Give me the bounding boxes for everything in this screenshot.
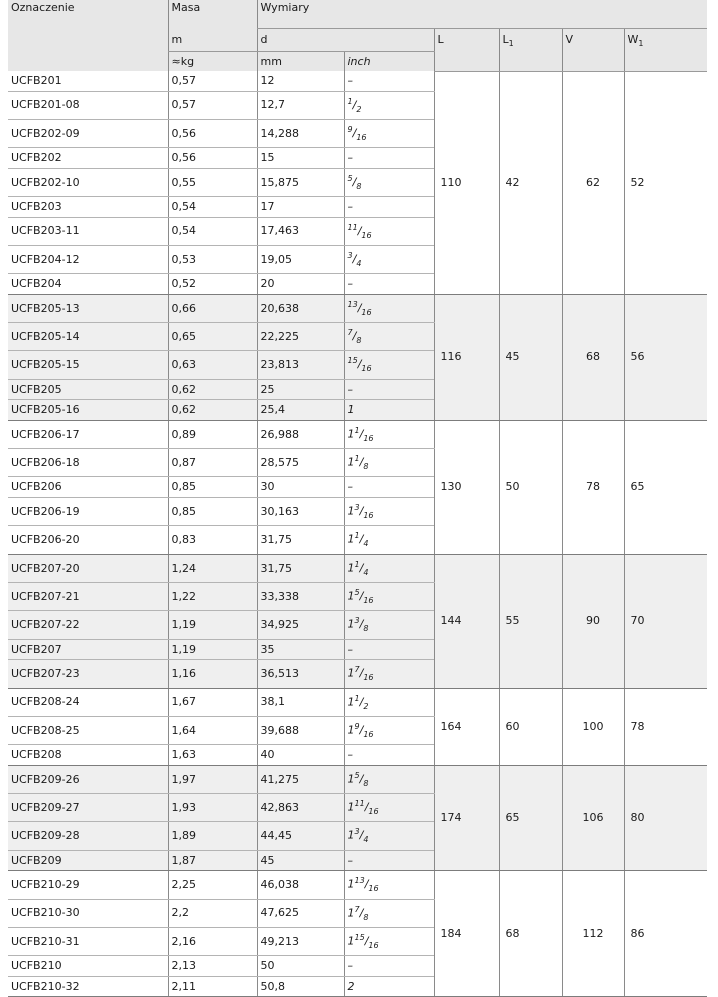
inch-value: – bbox=[347, 200, 353, 214]
inch-whole: 1 bbox=[347, 427, 355, 441]
inch-whole: 1 bbox=[347, 829, 355, 843]
dim-W1-cell: 80 bbox=[624, 765, 707, 871]
designation-cell: UCFB210 bbox=[8, 956, 168, 977]
inch-denominator: 16 bbox=[361, 307, 372, 317]
d-mm-cell: 30 bbox=[257, 477, 344, 498]
header-W1: $W_1$ bbox=[624, 29, 707, 72]
d-mm-cell: 25,4 bbox=[257, 400, 344, 421]
dim-L1-cell: 42 bbox=[499, 71, 562, 294]
inch-whole: 1 bbox=[347, 723, 355, 737]
d-inch-cell bbox=[344, 477, 434, 498]
inch-denominator: 4 bbox=[363, 835, 369, 845]
inch-value: – bbox=[347, 151, 353, 165]
d-inch-cell: $1^1/_4$ bbox=[344, 554, 434, 582]
inch-numerator: 3 bbox=[354, 827, 360, 837]
mass-cell: 0,57 bbox=[168, 71, 257, 91]
inch-numerator: 9 bbox=[347, 124, 353, 134]
mass-cell: 0,89 bbox=[168, 420, 257, 448]
mass-cell: 2,25 bbox=[168, 871, 257, 899]
mass-cell: 0,62 bbox=[168, 400, 257, 421]
inch-denominator: 16 bbox=[363, 729, 374, 739]
mass-cell: 0,52 bbox=[168, 274, 257, 295]
dim-L1-cell: 50 bbox=[499, 420, 562, 554]
designation-cell: UCFB206 bbox=[8, 477, 168, 498]
inch-whole: 1 bbox=[347, 617, 355, 631]
d-inch-cell: $1^1/_{16}$ bbox=[344, 420, 434, 448]
mass-cell: 0,85 bbox=[168, 477, 257, 498]
inch-whole: 1 bbox=[347, 800, 355, 814]
dim-L-cell: 116 bbox=[434, 294, 499, 420]
dim-W1-cell: 86 bbox=[624, 871, 707, 997]
d-inch-cell: $1^1/_4$ bbox=[344, 526, 434, 554]
inch-value: – bbox=[347, 74, 353, 87]
designation-cell: UCFB206-19 bbox=[8, 497, 168, 525]
inch-denominator: 16 bbox=[368, 806, 379, 816]
inch-numerator: 3 bbox=[354, 502, 360, 512]
inch-numerator: 1 bbox=[354, 531, 360, 541]
d-inch-cell: $^5/_8$ bbox=[344, 168, 434, 196]
inch-denominator: 16 bbox=[363, 673, 374, 682]
designation-cell: UCFB202-09 bbox=[8, 119, 168, 147]
inch-whole: 1 bbox=[347, 666, 355, 680]
designation-cell: UCFB205-15 bbox=[8, 351, 168, 379]
header-blank-2 bbox=[8, 52, 168, 72]
mass-cell: 1,24 bbox=[168, 554, 257, 582]
dim-W1-cell: 78 bbox=[624, 688, 707, 765]
inch-denominator: 16 bbox=[363, 433, 374, 443]
header-d-inch: inch bbox=[344, 52, 434, 72]
inch-denominator: 4 bbox=[363, 539, 369, 549]
d-inch-cell: $1^9/_{16}$ bbox=[344, 716, 434, 744]
inch-denominator: 8 bbox=[356, 181, 362, 191]
mass-cell: 0,63 bbox=[168, 351, 257, 379]
inch-denominator: 16 bbox=[363, 595, 374, 605]
dim-L-cell: 144 bbox=[434, 554, 499, 688]
designation-cell: UCFB207-23 bbox=[8, 660, 168, 688]
designation-cell: UCFB209-27 bbox=[8, 794, 168, 822]
d-inch-cell bbox=[344, 745, 434, 766]
inch-whole: 1 bbox=[347, 455, 355, 469]
mass-cell: 0,55 bbox=[168, 168, 257, 196]
inch-value: – bbox=[347, 959, 353, 973]
d-inch-cell: $1^{11}/_{16}$ bbox=[344, 794, 434, 822]
dim-W1-cell: 70 bbox=[624, 554, 707, 688]
d-inch-cell bbox=[344, 274, 434, 295]
d-mm-cell: 23,813 bbox=[257, 351, 344, 379]
dim-L1-cell: 55 bbox=[499, 554, 562, 688]
d-inch-cell: $^9/_{16}$ bbox=[344, 119, 434, 147]
mass-cell: 0,54 bbox=[168, 197, 257, 218]
d-mm-cell: 40 bbox=[257, 745, 344, 766]
mass-cell: 1,67 bbox=[168, 688, 257, 716]
d-mm-cell: 20,638 bbox=[257, 294, 344, 322]
inch-numerator: 13 bbox=[354, 876, 365, 886]
d-mm-cell: 50 bbox=[257, 956, 344, 977]
bearing-spec-table bbox=[8, 0, 707, 997]
inch-numerator: 1 bbox=[354, 559, 360, 569]
inch-numerator: 11 bbox=[354, 799, 365, 809]
d-inch-cell: $^1/_2$ bbox=[344, 91, 434, 119]
inch-numerator: 5 bbox=[354, 770, 360, 780]
inch-denominator: 8 bbox=[363, 461, 369, 471]
header-L1: $L_1$ bbox=[499, 29, 562, 72]
d-inch-cell: $^7/_8$ bbox=[344, 323, 434, 351]
designation-cell: UCFB206-18 bbox=[8, 449, 168, 477]
designation-cell: UCFB209-28 bbox=[8, 822, 168, 850]
designation-cell: UCFB209-26 bbox=[8, 765, 168, 793]
mass-cell: 1,19 bbox=[168, 639, 257, 660]
table-row bbox=[8, 688, 707, 716]
header-dimensions: Wymiary bbox=[257, 0, 707, 29]
mass-cell: 1,16 bbox=[168, 660, 257, 688]
header-V: V bbox=[562, 29, 624, 72]
mass-cell: 0,83 bbox=[168, 526, 257, 554]
inch-whole: 1 bbox=[347, 561, 355, 575]
header-mass-unit: ≈kg bbox=[168, 52, 257, 72]
d-inch-cell: $1^3/_8$ bbox=[344, 611, 434, 639]
d-inch-cell: $1^7/_8$ bbox=[344, 899, 434, 927]
d-inch-cell bbox=[344, 850, 434, 871]
dim-V-cell: 62 bbox=[562, 71, 624, 294]
designation-cell: UCFB203 bbox=[8, 197, 168, 218]
inch-denominator: 16 bbox=[361, 230, 372, 240]
designation-cell: UCFB210-29 bbox=[8, 871, 168, 899]
inch-value: 2 bbox=[347, 979, 355, 993]
inch-value: – bbox=[347, 853, 353, 867]
inch-value: – bbox=[347, 642, 353, 656]
d-mm-cell: 30,163 bbox=[257, 497, 344, 525]
d-inch-cell bbox=[344, 400, 434, 421]
mass-cell: 0,66 bbox=[168, 294, 257, 322]
dim-L1-cell: 65 bbox=[499, 765, 562, 871]
d-inch-cell bbox=[344, 197, 434, 218]
mass-cell: 0,57 bbox=[168, 91, 257, 119]
d-inch-cell: $1^3/_{16}$ bbox=[344, 497, 434, 525]
designation-cell: UCFB210-32 bbox=[8, 976, 168, 997]
inch-numerator: 7 bbox=[354, 665, 360, 675]
mass-cell: 0,62 bbox=[168, 379, 257, 400]
table-row bbox=[8, 871, 707, 899]
d-inch-cell: $^{13}/_{16}$ bbox=[344, 294, 434, 322]
table-header bbox=[8, 0, 707, 71]
inch-whole: 1 bbox=[347, 934, 355, 948]
inch-numerator: 5 bbox=[354, 587, 360, 597]
dim-V-cell: 112 bbox=[562, 871, 624, 997]
table-row bbox=[8, 765, 707, 793]
header-designation: Oznaczenie bbox=[8, 0, 168, 29]
inch-numerator: 7 bbox=[354, 904, 360, 914]
inch-numerator: 1 bbox=[354, 425, 360, 435]
d-mm-cell: 46,038 bbox=[257, 871, 344, 899]
d-inch-cell: $1^3/_4$ bbox=[344, 822, 434, 850]
designation-cell: UCFB203-11 bbox=[8, 217, 168, 245]
d-inch-cell bbox=[344, 148, 434, 169]
inch-numerator: 3 bbox=[354, 616, 360, 626]
mass-cell: 1,64 bbox=[168, 716, 257, 744]
designation-cell: UCFB208 bbox=[8, 745, 168, 766]
mass-cell: 1,22 bbox=[168, 582, 257, 610]
inch-numerator: 9 bbox=[354, 721, 360, 731]
dim-V-cell: 106 bbox=[562, 765, 624, 871]
mass-cell: 1,93 bbox=[168, 794, 257, 822]
d-inch-cell bbox=[344, 639, 434, 660]
designation-cell: UCFB206-17 bbox=[8, 420, 168, 448]
d-mm-cell: 41,275 bbox=[257, 765, 344, 793]
dim-V-cell: 100 bbox=[562, 688, 624, 765]
d-inch-cell: $1^1/_2$ bbox=[344, 688, 434, 716]
dim-W1-cell: 56 bbox=[624, 294, 707, 420]
designation-cell: UCFB207-21 bbox=[8, 582, 168, 610]
header-d-mm: mm bbox=[257, 52, 344, 72]
inch-denominator: 2 bbox=[356, 104, 362, 114]
inch-numerator: 3 bbox=[347, 250, 353, 260]
d-mm-cell: 44,45 bbox=[257, 822, 344, 850]
designation-cell: UCFB201 bbox=[8, 71, 168, 91]
inch-whole: 1 bbox=[347, 906, 355, 920]
designation-cell: UCFB207 bbox=[8, 639, 168, 660]
inch-numerator: 1 bbox=[354, 454, 360, 464]
designation-cell: UCFB209 bbox=[8, 850, 168, 871]
d-mm-cell: 12 bbox=[257, 71, 344, 91]
mass-cell: 0,65 bbox=[168, 323, 257, 351]
inch-whole: 1 bbox=[347, 589, 355, 603]
d-mm-cell: 50,8 bbox=[257, 976, 344, 997]
inch-denominator: 8 bbox=[363, 912, 369, 922]
mass-cell: 0,53 bbox=[168, 245, 257, 273]
d-mm-cell: 17,463 bbox=[257, 217, 344, 245]
d-mm-cell: 22,225 bbox=[257, 323, 344, 351]
header-d-symbol: d bbox=[257, 29, 434, 52]
inch-whole: 1 bbox=[347, 772, 355, 786]
mass-cell: 2,13 bbox=[168, 956, 257, 977]
inch-value: – bbox=[347, 277, 353, 291]
designation-cell: UCFB204-12 bbox=[8, 245, 168, 273]
inch-denominator: 8 bbox=[363, 778, 369, 788]
mass-cell: 1,87 bbox=[168, 850, 257, 871]
mass-cell: 0,56 bbox=[168, 119, 257, 147]
mass-cell: 1,89 bbox=[168, 822, 257, 850]
designation-cell: UCFB204 bbox=[8, 274, 168, 295]
dim-W1-cell: 65 bbox=[624, 420, 707, 554]
dim-W1-cell: 52 bbox=[624, 71, 707, 294]
dim-L1-cell: 60 bbox=[499, 688, 562, 765]
d-inch-cell: $1^5/_{16}$ bbox=[344, 582, 434, 610]
inch-value: – bbox=[347, 382, 353, 396]
mass-cell: 0,54 bbox=[168, 217, 257, 245]
inch-denominator: 16 bbox=[363, 510, 374, 520]
designation-cell: UCFB206-20 bbox=[8, 526, 168, 554]
inch-numerator: 5 bbox=[347, 173, 353, 183]
header-mass-symbol: m bbox=[168, 29, 257, 52]
mass-cell: 2,2 bbox=[168, 899, 257, 927]
d-mm-cell: 26,988 bbox=[257, 420, 344, 448]
d-inch-cell bbox=[344, 379, 434, 400]
dim-V-cell: 68 bbox=[562, 294, 624, 420]
inch-denominator: 2 bbox=[363, 701, 369, 711]
inch-value: – bbox=[347, 480, 353, 494]
d-mm-cell: 34,925 bbox=[257, 611, 344, 639]
d-inch-cell: $^{15}/_{16}$ bbox=[344, 351, 434, 379]
designation-cell: UCFB207-22 bbox=[8, 611, 168, 639]
table-row bbox=[8, 71, 707, 91]
designation-cell: UCFB207-20 bbox=[8, 554, 168, 582]
d-mm-cell: 25 bbox=[257, 379, 344, 400]
mass-cell: 0,87 bbox=[168, 449, 257, 477]
d-mm-cell: 31,75 bbox=[257, 554, 344, 582]
d-mm-cell: 15 bbox=[257, 148, 344, 169]
inch-numerator: 13 bbox=[347, 299, 358, 309]
inch-denominator: 8 bbox=[363, 624, 369, 634]
designation-cell: UCFB205 bbox=[8, 379, 168, 400]
designation-cell: UCFB210-31 bbox=[8, 927, 168, 955]
header-mass: Masa bbox=[168, 0, 257, 29]
inch-denominator: 16 bbox=[368, 940, 379, 950]
d-inch-cell: $1^5/_8$ bbox=[344, 765, 434, 793]
inch-denominator: 16 bbox=[356, 132, 367, 142]
inch-whole: 1 bbox=[347, 532, 355, 546]
inch-numerator: 15 bbox=[347, 356, 358, 366]
table-body bbox=[8, 71, 707, 997]
dim-V-cell: 90 bbox=[562, 554, 624, 688]
d-mm-cell: 38,1 bbox=[257, 688, 344, 716]
d-inch-cell bbox=[344, 976, 434, 997]
d-mm-cell: 15,875 bbox=[257, 168, 344, 196]
designation-cell: UCFB210-30 bbox=[8, 899, 168, 927]
dim-L1-cell: 68 bbox=[499, 871, 562, 997]
designation-cell: UCFB208-24 bbox=[8, 688, 168, 716]
d-inch-cell: $1^{13}/_{16}$ bbox=[344, 871, 434, 899]
inch-denominator: 4 bbox=[356, 258, 362, 268]
dim-V-cell: 78 bbox=[562, 420, 624, 554]
designation-cell: UCFB205-13 bbox=[8, 294, 168, 322]
table-row bbox=[8, 554, 707, 582]
d-mm-cell: 39,688 bbox=[257, 716, 344, 744]
inch-value: – bbox=[347, 748, 353, 762]
d-inch-cell: $^3/_4$ bbox=[344, 245, 434, 273]
designation-cell: UCFB201-08 bbox=[8, 91, 168, 119]
mass-cell: 2,11 bbox=[168, 976, 257, 997]
designation-cell: UCFB202 bbox=[8, 148, 168, 169]
inch-denominator: 16 bbox=[368, 884, 379, 894]
dim-L-cell: 130 bbox=[434, 420, 499, 554]
inch-numerator: 1 bbox=[347, 96, 353, 106]
mass-cell: 0,56 bbox=[168, 148, 257, 169]
d-mm-cell: 14,288 bbox=[257, 119, 344, 147]
d-mm-cell: 19,05 bbox=[257, 245, 344, 273]
d-inch-cell: $^{11}/_{16}$ bbox=[344, 217, 434, 245]
dim-L-cell: 164 bbox=[434, 688, 499, 765]
inch-whole: 1 bbox=[347, 877, 355, 891]
inch-whole: 1 bbox=[347, 695, 355, 709]
d-inch-cell: $1^{15}/_{16}$ bbox=[344, 927, 434, 955]
d-mm-cell: 31,75 bbox=[257, 526, 344, 554]
inch-denominator: 16 bbox=[361, 364, 372, 374]
mass-cell: 2,16 bbox=[168, 927, 257, 955]
table-row bbox=[8, 294, 707, 322]
inch-numerator: 15 bbox=[354, 932, 365, 942]
mass-cell: 1,97 bbox=[168, 765, 257, 793]
dim-L-cell: 110 bbox=[434, 71, 499, 294]
mass-cell: 1,19 bbox=[168, 611, 257, 639]
inch-value: 1 bbox=[347, 403, 355, 417]
d-mm-cell: 20 bbox=[257, 274, 344, 295]
d-inch-cell bbox=[344, 956, 434, 977]
inch-numerator: 1 bbox=[354, 693, 360, 703]
d-mm-cell: 47,625 bbox=[257, 899, 344, 927]
inch-whole: 1 bbox=[347, 504, 355, 518]
d-mm-cell: 35 bbox=[257, 639, 344, 660]
header-blank bbox=[8, 29, 168, 52]
d-mm-cell: 36,513 bbox=[257, 660, 344, 688]
dim-L-cell: 174 bbox=[434, 765, 499, 871]
mass-cell: 0,85 bbox=[168, 497, 257, 525]
designation-cell: UCFB208-25 bbox=[8, 716, 168, 744]
dim-L1-cell: 45 bbox=[499, 294, 562, 420]
inch-denominator: 4 bbox=[363, 567, 369, 577]
d-mm-cell: 49,213 bbox=[257, 927, 344, 955]
d-inch-cell: $1^1/_8$ bbox=[344, 449, 434, 477]
d-mm-cell: 17 bbox=[257, 197, 344, 218]
d-mm-cell: 28,575 bbox=[257, 449, 344, 477]
table-row bbox=[8, 420, 707, 448]
d-mm-cell: 42,863 bbox=[257, 794, 344, 822]
mass-cell: 1,63 bbox=[168, 745, 257, 766]
d-inch-cell bbox=[344, 71, 434, 91]
d-mm-cell: 12,7 bbox=[257, 91, 344, 119]
header-L: L bbox=[434, 29, 499, 72]
designation-cell: UCFB205-16 bbox=[8, 400, 168, 421]
d-mm-cell: 33,338 bbox=[257, 582, 344, 610]
inch-numerator: 7 bbox=[347, 328, 353, 338]
designation-cell: UCFB202-10 bbox=[8, 168, 168, 196]
dim-L-cell: 184 bbox=[434, 871, 499, 997]
inch-numerator: 11 bbox=[347, 222, 358, 232]
d-inch-cell: $1^7/_{16}$ bbox=[344, 660, 434, 688]
designation-cell: UCFB205-14 bbox=[8, 323, 168, 351]
inch-denominator: 8 bbox=[356, 335, 362, 345]
d-mm-cell: 45 bbox=[257, 850, 344, 871]
